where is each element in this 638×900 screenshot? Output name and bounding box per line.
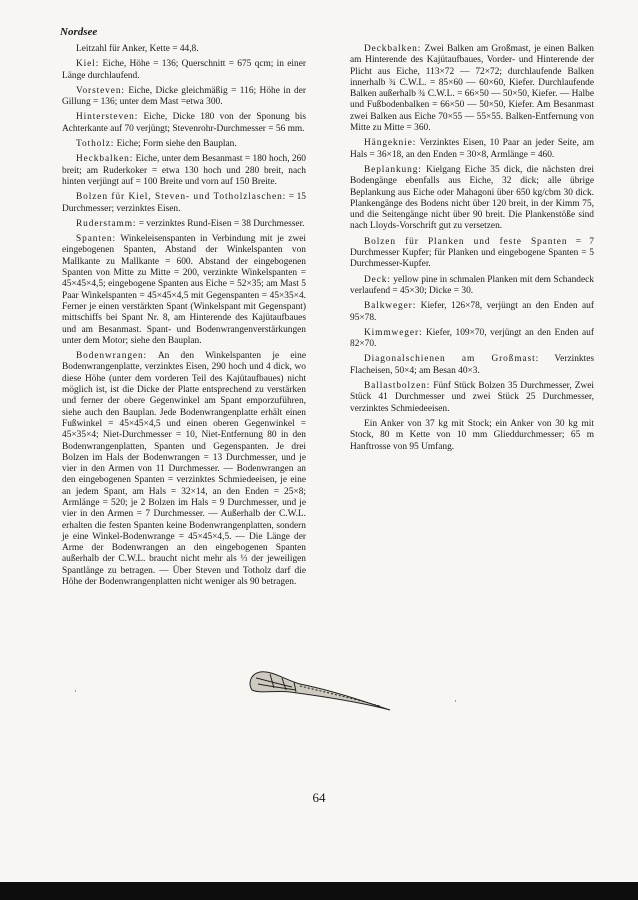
paragraph xyxy=(62,234,306,347)
paragraph xyxy=(62,192,306,215)
paragraph-text: Winkeleisenspanten in Verbindung mit je zwei eingebogenen Spanten, Abstand der Winkelspanten von Mallkante zu Mallkante = 600. Abstand der eingebogenen Spanten von Mitte zu Mitte = 200, verzinkte Winkelspanten = 45×45×4,5; eingebogene Spanten aus Eiche = 52×35; am Mast 5 Paar Winkelspanten = 45×45×4,5 mit Gegenspanten = 45×35×4. Ferner je einen verstärkten Spant (Winkelspant mit Gegenspant) mittschiffs bei Spant Nr. 8, am Hinterende des Kajütaufbaues und am Besanmast. Spant- und Bodenwrangenverstärkungen unter dem Motor; siehe den Bauplan. xyxy=(62,234,306,346)
paragraph-heading: Hängeknie: xyxy=(364,138,417,149)
paragraph xyxy=(62,112,306,135)
paragraph-text: = 15 Durchmesser; verzinktes Eisen. xyxy=(62,192,306,214)
paragraph-text: An den Winkelspanten je eine Bodenwrangenplatte, verzinktes Eisen, 290 hoch und 4 dick, wo diese Höhe (unter dem vorderen Teil des Kajütaufbaues) nicht möglich ist, ist die Dicke der Platte entsprechend zu verstärken und ferner der obere Gegenwinkel am Spant emporzuführen, siehe auch den Bauplan. Jede Bodenwrangenplatte erhält einen Fußwinkel = 45×45×4,5 und einen oberen Gegenwinkel = 45×35×4; Niet-Durchmesser = 10, Niet-Entfernung 80 in den Bodenwrangenplatten, Spanten und Gegenspanten. Je drei Bolzen im Hals der Bodenwrangen = 13 Durchmesser, und je vier in den Armen von 11 Durchmesser. — Bodenwrangen an den eingebogenen Spanten = verzinktes Schmiedeeisen, je eine an jedem Spant, am Hals = 32×14, an den Enden = 25×8; Armlänge = 520; je 2 Bolzen im Hals = 9 Durchmesser, und je vier in den Armen = 7 Durchmesser. — Außerhalb der C.W.L. erhalten die festen Spanten keine Bodenwrangenplatten, sondern je eine Winkel-Bodenwrange = 45×45×4,5. — Die Länge der Arme der Bodenwrangen an den eingebogenen Spanten außerhalb der C.W.L. braucht nicht mehr als ⅓ der jeweiligen Spantlänge zu betragen. — Über Steven und Totholz darf die Höhe der Bodenwrangenplatten nicht weniger als 90 betragen. xyxy=(62,351,306,588)
paragraph xyxy=(62,219,306,230)
page-header: Nordsee xyxy=(60,26,98,38)
paragraph-heading: Hintersteven: xyxy=(76,112,139,123)
paragraph-text: Kielgang Eiche 35 dick, die nächsten drei Bodengänge ebenfalls aus Eiche, 32 dick; alle übrige Beplankung aus Eiche oder Mahagoni über 650 kg/cbm 30 dick. Plankengänge des Bodens nicht über 120 breit, in der Kimm 75, und die Seitengänge nicht über 90 breit. Die Plankenstöße sind nach Lloyds-Vorschrift gut zu versetzen. xyxy=(350,164,594,232)
paragraph xyxy=(350,381,594,415)
paragraph-text: Kiefer, 126×78, verjüngt an den Enden auf 95×78. xyxy=(350,301,594,323)
speck: · xyxy=(74,686,77,696)
paragraph-heading: Beplankung: xyxy=(364,164,422,175)
paragraph-text: Verzinktes Eisen, 10 Paar an jeder Seite, am Hals = 36×18, an den Enden = 30×8, Armlänge = 460. xyxy=(350,138,594,160)
page-number: 64 xyxy=(312,790,326,805)
paragraph-text: Kiefer, 109×70, verjüngt an den Enden auf 82×70. xyxy=(350,327,594,350)
paragraph xyxy=(350,275,594,298)
right-column xyxy=(350,44,594,457)
bottom-scan-bar xyxy=(0,882,638,900)
paragraph-heading: Balkweger: xyxy=(364,301,417,312)
paragraph-text: = verzinktes Rund-Eisen = 38 Durchmesser. xyxy=(136,218,305,229)
paragraph xyxy=(350,44,594,134)
paragraph-text: Eiche; Form siehe den Bauplan. xyxy=(114,139,237,150)
paragraph-text: Zwei Balken am Großmast, je einen Balken am Hinterende des Kajütaufbaues, Vorder- und Hinterende der Plicht aus Eiche, 113×72 — 72×72; durchlaufende Balken innerhalb ¾ C.W.L. = 85×60 — 60×60, Kiefer. Durchlaufende Balken außerhalb ¾ C.W.L. = 66×50 — 50×50, Kiefer. — Halbe und Fußbodenbalken = 66×50 — 50×50, Kiefer. Am Besanmast zwei Balken aus Eiche 70×55 — 55×55. Balken-Entfernung von Mitte zu Mitte = 360. xyxy=(350,44,594,134)
paragraph xyxy=(350,419,594,453)
paragraph-heading: Spanten: xyxy=(76,234,117,245)
paragraph xyxy=(62,139,306,150)
paragraph xyxy=(62,44,306,55)
paragraph xyxy=(62,351,306,588)
paragraph-text: Ein Anker von 37 kg mit Stock; ein Anker von 30 kg mit Stock, 80 m Kette von 10 mm Glieddurchmesser; 65 m Hanftrosse von 95 Umfang. xyxy=(350,418,594,452)
left-column xyxy=(62,44,306,592)
paragraph-heading: Totholz: xyxy=(76,139,115,150)
paragraph xyxy=(350,301,594,324)
paragraph xyxy=(350,138,594,161)
paragraph-text: = 7 Durchmesser Kupfer; für Planken und eingebogene Spanten = 5 Durchmesser-Kupfer. xyxy=(350,236,594,270)
paragraph-heading: Deck: xyxy=(364,274,391,285)
paragraph xyxy=(350,165,594,233)
paragraph-heading: Deckbalken: xyxy=(364,44,422,54)
paragraph-heading: Kiel: xyxy=(76,59,100,70)
paragraph-text: Leitzahl für Anker, Kette = 44,8. xyxy=(76,44,199,54)
paragraph-heading: Vorsteven: xyxy=(76,85,125,96)
paragraph-text: Eiche, Dicke 180 von der Sponung bis Achterkante auf 70 verjüngt; Stevenrohr-Durchmesser = 56 mm. xyxy=(62,112,306,134)
paragraph-heading: Bodenwrangen: xyxy=(76,351,148,362)
paragraph-text: Eiche, Dicke gleichmäßig = 116; Höhe in der Gillung = 136; unter dem Mast =etwa 300. xyxy=(62,85,306,108)
speck: · xyxy=(454,696,457,706)
paragraph xyxy=(62,59,306,82)
paragraph-text: Verzinktes Flacheisen, 50×4; am Besan 40×3. xyxy=(350,354,595,376)
paragraph-text: yellow pine in schmalen Planken mit dem Schandeck verlaufend = 45×30; Dicke = 30. xyxy=(350,274,594,296)
paragraph xyxy=(62,86,306,109)
paragraph-heading: Kimmweger: xyxy=(364,327,423,338)
paragraph-heading: Heckbalken: xyxy=(76,154,134,165)
paragraph-heading: Bolzen für Kiel, Steven- und Totholzlaschen: xyxy=(76,192,287,203)
paragraph-text: Fünf Stück Bolzen 35 Durchmesser, Zwei Stück 41 Durchmesser und zwei Stück 25 Durchmesser, verzinktes Schmiedeeisen. xyxy=(350,381,594,414)
torpedo-illustration xyxy=(230,660,400,720)
paragraph-heading: Ruderstamm: xyxy=(76,218,137,229)
paragraph-heading: Bolzen für Planken und feste Spanten xyxy=(364,236,568,247)
paragraph xyxy=(350,237,594,271)
paragraph-heading: Diagonalschienen am Großmast: xyxy=(364,354,540,365)
paragraph xyxy=(350,354,594,377)
paragraph-heading: Ballastbolzen: xyxy=(364,381,431,392)
paragraph-text: Eiche, unter dem Besanmast = 180 hoch, 260 breit; am Ruderkoker = etwa 130 hoch und 280 breit, nach hinten verjüngt auf = 100 Breite und vorn auf 150 Breite. xyxy=(62,154,306,187)
paragraph xyxy=(62,154,306,188)
paragraph xyxy=(350,328,594,351)
paragraph-text: Eiche, Höhe = 136; Querschnitt = 675 qcm; in einer Länge durchlaufend. xyxy=(62,59,306,81)
